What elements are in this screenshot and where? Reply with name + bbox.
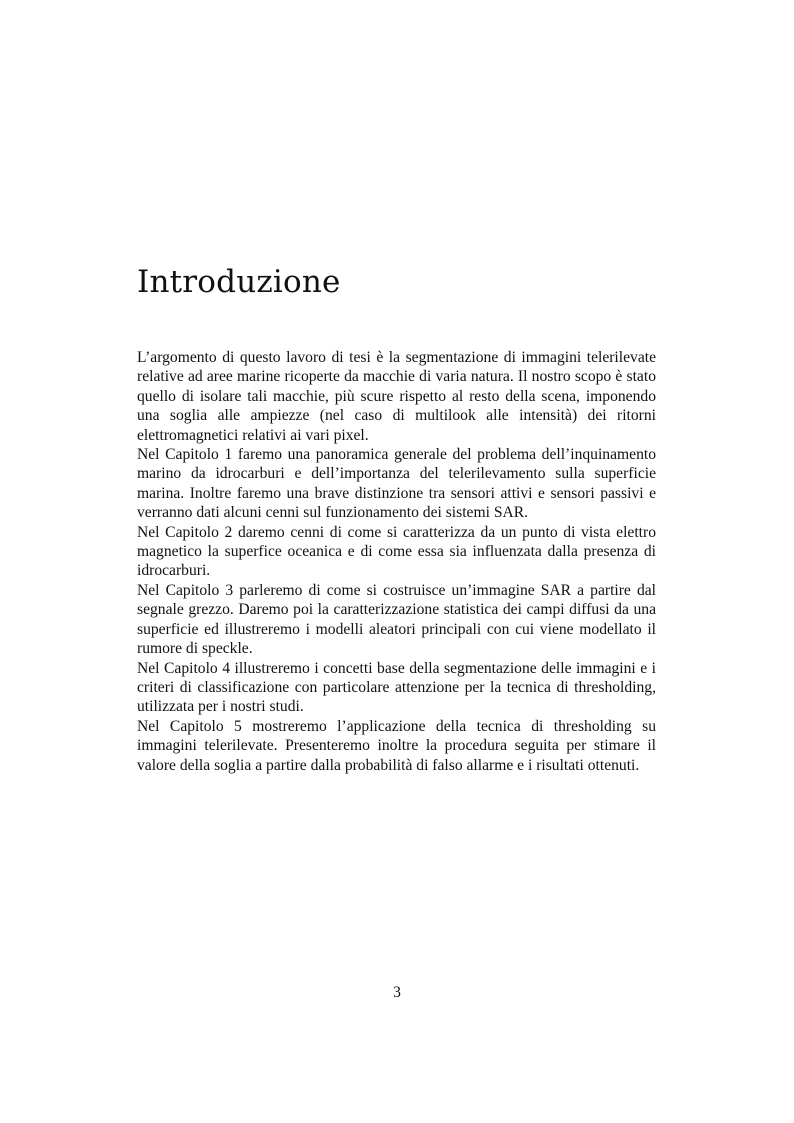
paragraph-chapter-2: Nel Capitolo 2 daremo cenni di come si caratterizza da un punto di vista elettro magnetico la superfice oceanica e di come essa sia influenzata dalla presenza di idrocarburi. — [137, 523, 656, 580]
chapter-title: Introduzione — [137, 264, 341, 300]
paragraph-chapter-5: Nel Capitolo 5 mostreremo l’applicazione della tecnica di thresholding su immagini telerilevate. Presenteremo inoltre la procedura seguita per stimare il valore della soglia a partire dalla probabilità di falso allarme e i risultati ottenuti. — [137, 717, 656, 774]
body-text — [137, 348, 656, 775]
paragraph-chapter-1: Nel Capitolo 1 faremo una panoramica generale del problema dell’inquinamento marino da idrocarburi e dell’importanza del telerilevamento sulla superficie marina. Inoltre faremo una brave distinzione tra sensori attivi e sensori passivi e verranno dati alcuni cenni sul funzionamento dei sistemi SAR. — [137, 446, 656, 522]
paragraph-chapter-3: Nel Capitolo 3 parleremo di come si costruisce un’immagine SAR a partire dal segnale grezzo. Daremo poi la caratterizzazione statistica dei campi diffusi da una superficie ed illustreremo i modelli aleatori principali con cui viene modellato il rumore di speckle. — [137, 581, 656, 658]
paragraph-intro: L’argomento di questo lavoro di tesi è la segmentazione di immagini telerilevate relative ad aree marine ricoperte da macchie di varia natura. Il nostro scopo è stato quello di isolare tali macchie, più scure rispetto al resto della scena, imponendo una soglia alle ampiezze (nel caso di multilook alle intensità) dei ritorni elettromagnetici relativi ai vari pixel. — [137, 349, 656, 444]
paragraph-chapter-4: Nel Capitolo 4 illustreremo i concetti base della segmentazione delle immagini e i criteri di classificazione con particolare attenzione per la tecnica di thresholding, utilizzata per i nostri studi. — [137, 659, 656, 716]
page-number: 3 — [393, 984, 401, 1001]
